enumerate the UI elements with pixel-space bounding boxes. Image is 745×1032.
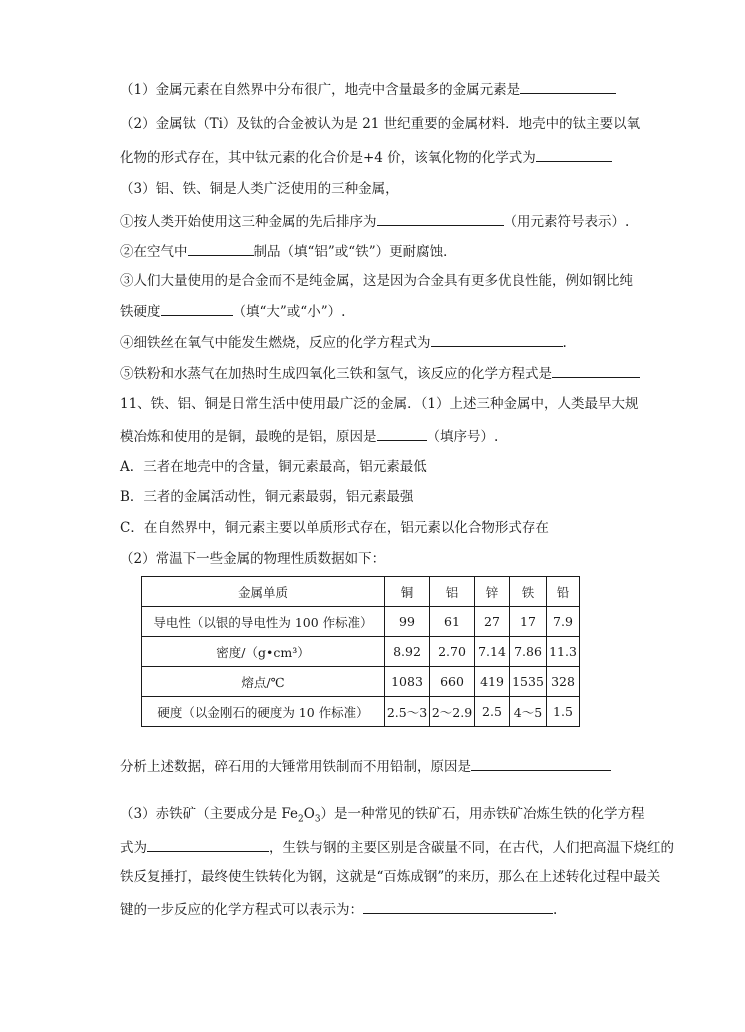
answer-blank[interactable] (552, 364, 640, 378)
answer-blank[interactable] (161, 302, 233, 316)
question-3-1-suffix: （用元素符号表示）. (503, 214, 630, 230)
question-3-5 (120, 364, 640, 383)
question-11-line-2 (120, 427, 498, 446)
question-3-3-text: 铁硬度 (120, 304, 161, 320)
table-header-cell: 铜 (385, 577, 430, 607)
question-3-4-suffix: . (562, 335, 567, 351)
table-cell: 17 (510, 607, 547, 637)
table-cell: 2.70 (430, 637, 475, 667)
table-cell: 8.92 (385, 637, 430, 667)
table-cell: 2.5～3 (385, 697, 430, 727)
table-cell: 2～2.9 (430, 697, 475, 727)
answer-blank[interactable] (363, 900, 553, 914)
question-3-5-text: ⑤铁粉和水蒸气在加热时生成四氧化三铁和氢气，该反应的化学方程式是 (120, 366, 552, 382)
table-cell: 硬度（以金刚石的硬度为 10 作标准） (142, 697, 385, 727)
answer-blank[interactable] (431, 333, 563, 347)
question-3-2 (120, 242, 457, 261)
question-1-text: （1）金属元素在自然界中分布很广，地壳中含量最多的金属元素是 (120, 82, 521, 98)
option-a: A．三者在地壳中的含量，铜元素最高，铝元素最低 (120, 459, 427, 475)
option-b: B．三者的金属活动性，铜元素最弱，铝元素最强 (120, 489, 414, 505)
table-cell: 328 (547, 667, 580, 697)
subscript: 3 (314, 814, 321, 825)
answer-blank[interactable] (520, 80, 616, 94)
table-cell: 61 (430, 607, 475, 637)
question-3b-suffix: . (553, 902, 558, 918)
table-cell: 1535 (510, 667, 547, 697)
question-3-3-line-1: ③人们大量使用的是合金而不是纯金属，这是因为合金具有更多优良性能，例如钢比纯 (120, 273, 633, 289)
question-3b-prefix: 式为 (120, 840, 147, 856)
table-cell: 导电性（以银的导电性为 100 作标准） (142, 607, 385, 637)
question-3-1 (120, 212, 629, 231)
question-11-suffix: （填序号）. (426, 429, 499, 445)
formula-part: O (303, 806, 315, 822)
question-2-line-2 (120, 148, 612, 167)
table-row (142, 667, 580, 697)
answer-blank[interactable] (471, 757, 611, 771)
question-3-4-text: ④细铁丝在氧气中能发生燃烧，反应的化学方程式为 (120, 335, 431, 351)
answer-blank[interactable] (147, 838, 269, 852)
question-3b-text-cont: ）是一种常见的铁矿石，用赤铁矿冶炼生铁的化学方程 (320, 806, 645, 822)
table-cell: 7.14 (475, 637, 510, 667)
table-row (142, 607, 580, 637)
question-3-4 (120, 333, 567, 352)
question-3b-line-1 (120, 805, 645, 829)
answer-blank[interactable] (377, 427, 427, 441)
question-3-2-text: ②在空气中 (120, 244, 188, 260)
table-row (142, 697, 580, 727)
question-3-title: （3）铝、铁、铜是人类广泛使用的三种金属， (120, 181, 399, 197)
answer-blank[interactable] (377, 212, 504, 226)
question-3b-text-4: 键的一步反应的化学方程式可以表示为： (120, 902, 363, 918)
analysis-question (120, 757, 611, 776)
table-cell: 2.5 (475, 697, 510, 727)
question-3b-line-3: 铁反复捶打，最终使生铁转化为钢，这就是“百炼成钢”的来历，那么在上述转化过程中最关 (120, 869, 661, 885)
question-1 (120, 80, 616, 99)
question-3-2-suffix: 制品（填“铝”或“铁”）更耐腐蚀． (253, 244, 457, 260)
table-cell: 熔点/℃ (142, 667, 385, 697)
question-11-line-1: 11、铁、铝、铜是日常生活中使用最广泛的金属．（1）上述三种金属中，人类最早大规 (120, 396, 639, 412)
table-cell: 4～5 (510, 697, 547, 727)
analysis-text: 分析上述数据，碎石用的大锤常用铁制而不用铅制，原因是 (120, 759, 471, 775)
subscript: 2 (298, 814, 304, 825)
answer-blank[interactable] (536, 148, 612, 162)
table-intro: （2）常温下一些金属的物理性质数据如下： (120, 551, 386, 567)
question-3b-text-2: ，生铁与钢的主要区别是含碳量不同，在古代，人们把高温下烧红的 (269, 840, 674, 856)
table-header-cell: 铁 (510, 577, 547, 607)
table-header-cell: 铝 (430, 577, 475, 607)
table-cell: 99 (385, 607, 430, 637)
question-3b-text: （3）赤铁矿（主要成分是 Fe (120, 806, 298, 822)
question-11-text: 模冶炼和使用的是铜，最晚的是铝，原因是 (120, 429, 377, 445)
table-row (142, 637, 580, 667)
question-3-3-suffix: （填“大”或“小”）. (232, 304, 346, 320)
table-cell: 660 (430, 667, 475, 697)
table-header-cell: 金属单质 (142, 577, 385, 607)
question-3-3-line-2 (120, 302, 345, 321)
question-3b-line-4 (120, 900, 557, 919)
table-cell: 7.9 (547, 607, 580, 637)
question-3b-line-2 (120, 838, 674, 857)
question-2-line-1: （2）金属钛（Ti）及钛的合金被认为是 21 世纪重要的金属材料．地壳中的钛主要以氧 (120, 116, 641, 132)
table-cell: 1.5 (547, 697, 580, 727)
table-cell: 419 (475, 667, 510, 697)
answer-blank[interactable] (188, 242, 254, 256)
question-3-1-text: ①按人类开始使用这三种金属的先后排序为 (120, 214, 377, 230)
table-cell: 11.3 (547, 637, 580, 667)
option-c: C．在自然界中，铜元素主要以单质形式存在，铝元素以化合物形式存在 (120, 520, 549, 536)
table-cell: 27 (475, 607, 510, 637)
metal-properties-table (141, 576, 580, 727)
table-cell: 1083 (385, 667, 430, 697)
table-header-cell: 铅 (547, 577, 580, 607)
table-cell: 密度/（g•cm³） (142, 637, 385, 667)
table-header-cell: 锌 (475, 577, 510, 607)
table-cell: 7.86 (510, 637, 547, 667)
question-2-text: 化物的形式存在，其中钛元素的化合价是+4 价，该氧化物的化学式为 (120, 150, 536, 166)
table-header-row (142, 577, 580, 607)
